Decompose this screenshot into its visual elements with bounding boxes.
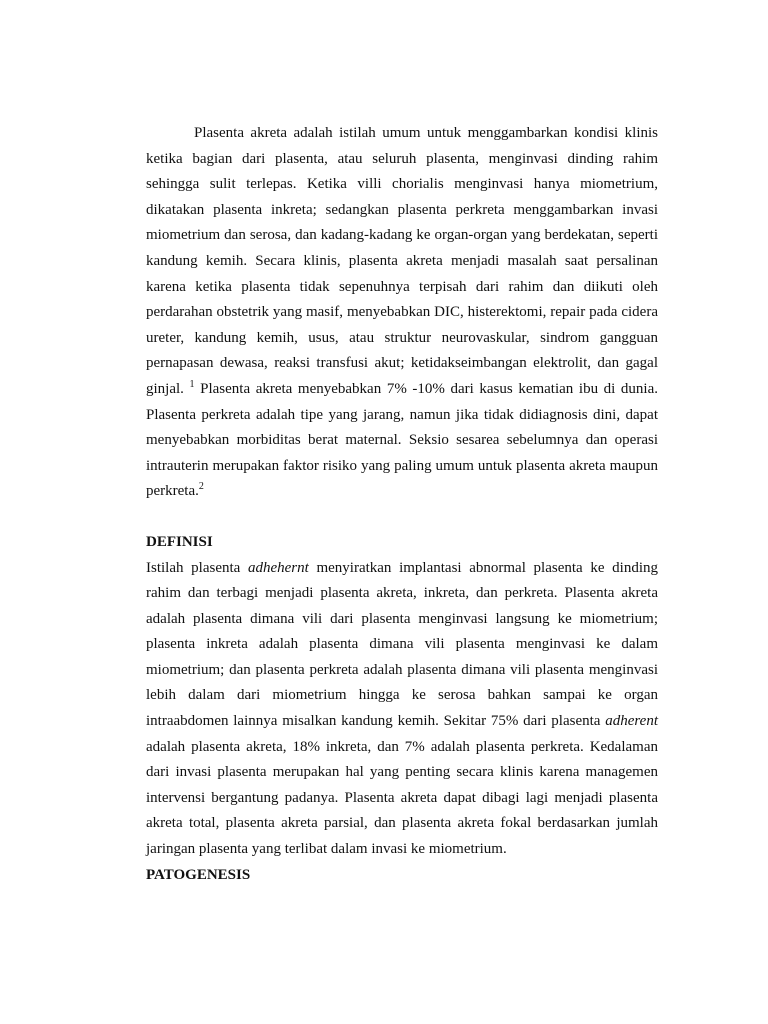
intro-text-part-2: Plasenta akreta menyebabkan 7% -10% dari kasus kematian ibu di dunia. Plasenta perkreta adalah tipe yang jarang, namun jika tidak didiagnosis dini, dapat menyebabkan morbiditas berat maternal. Seksio sesarea sebelumnya dan operasi intrauterin merupakan faktor risiko yang paling umum untuk plasenta akreta maupun perkreta. bbox=[146, 380, 658, 500]
footnote-ref-1: 1 bbox=[189, 378, 195, 390]
term-adhehernt: adhehernt bbox=[247, 559, 309, 576]
definisi-text-part-3: adalah plasenta akreta, 18% inkreta, dan 7% adalah plasenta perkreta. Kedalaman dari invasi plasenta merupakan hal yang penting secara klinis karena managemen intervensi bergantung padanya. Plasenta akreta dapat dibagi lagi menjadi plasenta akreta total, plasenta akreta parsial, dan plasenta akreta fokal berdasarkan jumlah jaringan plasenta yang terlibat dalam invasi ke miometrium. bbox=[146, 738, 658, 858]
term-adherent: adherent bbox=[605, 713, 658, 730]
heading-definisi: DEFINISI bbox=[146, 533, 213, 550]
definisi-text-part-1: Istilah plasenta bbox=[146, 559, 248, 576]
definisi-paragraph bbox=[146, 556, 658, 863]
heading-patogenesis: PATOGENESIS bbox=[146, 866, 251, 883]
section-gap bbox=[146, 505, 658, 530]
document-page bbox=[146, 121, 658, 888]
definisi-text-part-2: menyiratkan implantasi abnormal plasenta ke dinding rahim dan terbagi menjadi plasenta akreta, inkreta, dan perkreta. Plasenta akreta adalah plasenta dimana vili dari plasenta menginvasi langsung ke miometrium; plasenta inkreta adalah plasenta dimana vili plasenta menginvasi ke dalam miometrium; dan plasenta perkreta adalah plasenta dimana vili plasenta menginvasi lebih dalam dari miometrium hingga ke serosa bahkan sampai ke organ intraabdomen lainnya misalkan kandung kemih. Sekitar 75% dari plasenta bbox=[146, 559, 659, 730]
intro-paragraph bbox=[146, 121, 658, 505]
footnote-ref-2: 2 bbox=[198, 481, 204, 493]
intro-text-part-1: Plasenta akreta adalah istilah umum untuk menggambarkan kondisi klinis ketika bagian dari plasenta, atau seluruh plasenta, menginvasi dinding rahim sehingga sulit terlepas. Ketika villi chorialis menginvasi hanya miometrium, dikatakan plasenta inkreta; sedangkan plasenta perkreta menggambarkan invasi miometrium dan serosa, dan kadang-kadang ke organ-organ yang berdekatan, seperti kandung kemih. Secara klinis, plasenta akreta menjadi masalah saat persalinan karena ketika plasenta tidak sepenuhnya terpisah dari rahim dan diikuti oleh perdarahan obstetrik yang masif, menyebabkan DIC, histerektomi, repair pada cidera ureter, kandung kemih, usus, atau struktur neurovaskular, sindrom gangguan pernapasan dewasa, reaksi transfusi akut; ketidakseimbangan elektrolit, dan gagal ginjal. bbox=[146, 125, 658, 397]
